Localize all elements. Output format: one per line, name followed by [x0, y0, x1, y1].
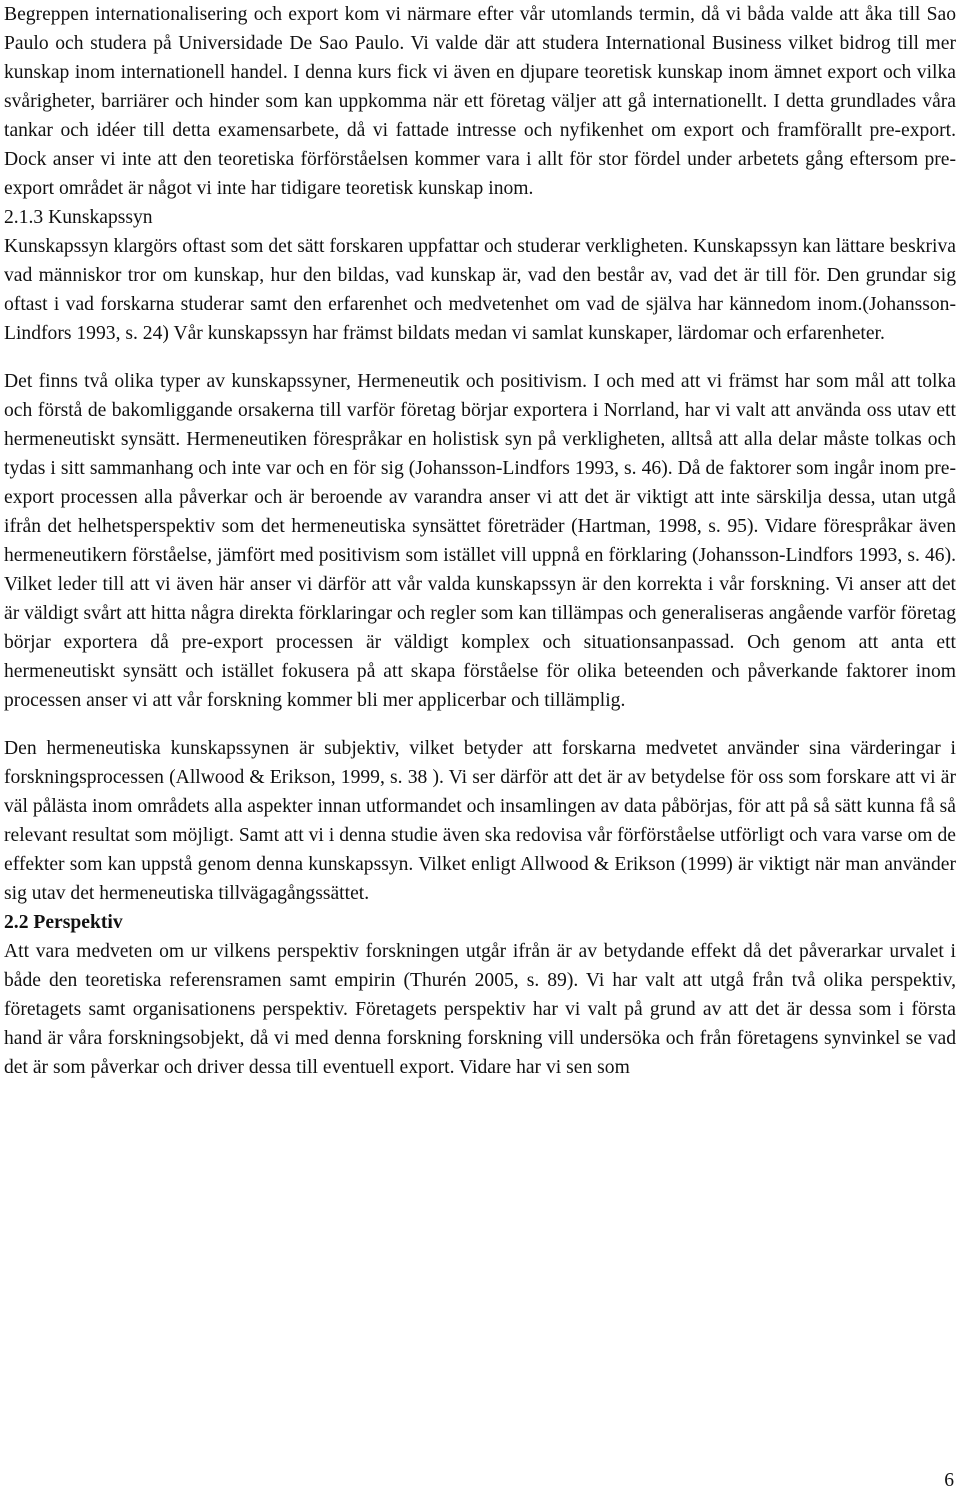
section-heading-kunskapssyn: 2.1.3 Kunskapssyn	[4, 207, 153, 228]
paragraph-hermeneutik: Det finns två olika typer av kunskapssyner, Hermeneutik och positivism. I och med att vi främst har som mål att tolka och förstå de bakomliggande orsakerna till varför företag börjar exportera i Norrland, har vi valt att använda oss utav ett hermeneutiskt synsätt. Hermeneutiken förespråkar en holistisk syn på verkligheten, alltså att alla delar måste tolkas och tydas i sitt sammanhang och inte var och en för sig (Johansson-Lindfors 1993, s. 46). Då de faktorer som ingår inom pre-export processen alla påverkar och är beroende av varandra anser vi att det är viktigt att inte särskilja dessa, utan utgå ifrån det helhetsperspektiv som det hermeneutiska synsättet företräder (Hartman, 1998, s. 95). Vidare förespråkar även hermeneutikern förståelse, jämfört med positivism som istället vill uppnå en förklaring (Johansson-Lindfors 1993, s. 46). Vilket leder till att vi även här anser vi därför att vår valda kunskapssyn är den korrekta i vår forskning. Vi anser att det är väldigt svårt att hitta några direkta förklaringar och regler som kan tillämpas och generaliseras angående varför företag börjar exportera då pre-export processen är väldigt komplex och situationsanpassad. Och genom att anta ett hermeneutiskt synsätt och istället fokusera på att skapa förståelse för olika beteenden och påverkande faktorer inom processen anser vi att vår forskning kommer bli mer applicerbar och tillämplig.	[4, 371, 956, 711]
section-heading-perspektiv: 2.2 Perspektiv	[4, 912, 123, 933]
document-page	[4, 0, 956, 1082]
page-number: 6	[944, 1470, 954, 1491]
paragraph-subjektiv: Den hermeneutiska kunskapssynen är subjektiv, vilket betyder att forskarna medvetet använder sina värderingar i forskningsprocessen (Allwood & Erikson, 1999, s. 38 ). Vi ser därför att det är av betydelse för oss som forskare att vi är väl pålästa inom områdets alla aspekter innan utformandet och insamlingen av data påbörjas, för att på så sätt kunna få så relevant resultat som möjligt. Samt att vi i denna studie även ska redovisa vår förförståelse utförligt och vara varse om de effekter som kan uppstå genom denna kunskapssyn. Vilket enligt Allwood & Erikson (1999) är viktigt när man använder sig utav det hermeneutiska tillvägagångssättet.	[4, 738, 956, 904]
paragraph-background: Begreppen internationalisering och export kom vi närmare efter vår utomlands termin, då vi båda valde att åka till Sao Paulo och studera på Universidade De Sao Paulo. Vi valde där att studera International Business vilket bidrog till mer kunskap inom internationell handel. I denna kurs fick vi även en djupare teoretisk kunskap inom ämnet export och vilka svårigheter, barriärer och hinder som kan uppkomma när ett företag väljer att gå internationellt. I detta grundlades våra tankar och idéer till detta examensarbete, då vi fattade intresse och nyfikenhet om export och framförallt pre-export. Dock anser vi inte att den teoretiska förförståelsen kommer vara i allt för stor fördel under arbetets gång eftersom pre-export området är något vi inte har tidigare teoretisk kunskap inom.	[4, 4, 956, 199]
paragraph-kunskapssyn-intro: Kunskapssyn klargörs oftast som det sätt forskaren uppfattar och studerar verkligheten. Kunskapssyn kan lättare beskriva vad människor tror om kunskap, hur den bildas, vad kunskap är, vad den består av, vad det är till för. Den grundar sig oftast i vad forskarna studerar samt den erfarenhet och medvetenhet om vad de själva har kännedom inom.(Johansson-Lindfors 1993, s. 24) Vår kunskapssyn har främst bildats medan vi samlat kunskaper, lärdomar och erfarenheter.	[4, 236, 956, 344]
paragraph-perspektiv: Att vara medveten om ur vilkens perspektiv forskningen utgår ifrån är av betydande effekt då det påverarkar urvalet i både den teoretiska referensramen samt empirin (Thurén 2005, s. 89). Vi har valt att utgå från två olika perspektiv, företagets samt organisationens perspektiv. Företagets perspektiv har vi valt på grund av att det är dessa som i första hand är våra forskningsobjekt, då vi med denna forskning forskning vill undersöka och från företagens synvinkel se vad det är som påverkar och driver dessa till eventuell export. Vidare har vi sen som	[4, 941, 956, 1078]
